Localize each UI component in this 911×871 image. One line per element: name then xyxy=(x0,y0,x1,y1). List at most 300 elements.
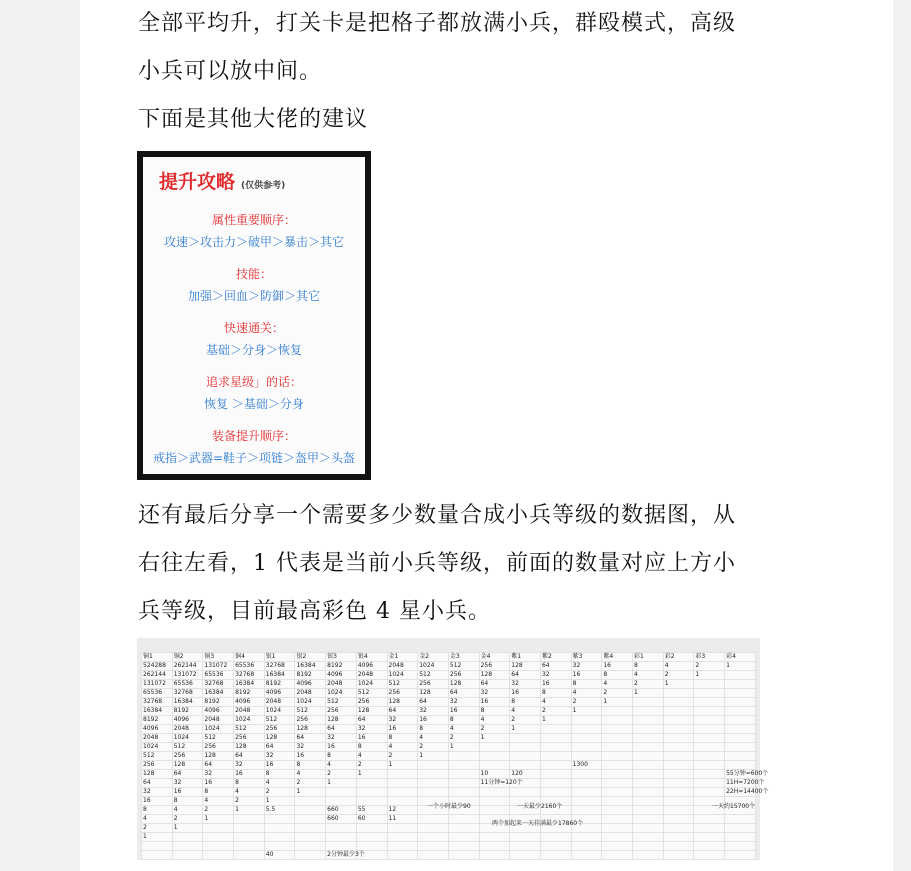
table-cell: 银1 xyxy=(264,653,295,662)
table-row xyxy=(142,698,756,707)
table-cell: 16 xyxy=(602,662,633,671)
table-cell: 1 xyxy=(203,815,234,824)
table-cell xyxy=(387,788,418,797)
table-cell xyxy=(448,761,479,770)
table-cell: 铜4 xyxy=(234,653,265,662)
table-cell: 4 xyxy=(203,797,234,806)
annotation-hour-min: 一个小时最少90 xyxy=(427,803,471,810)
table-cell: 4 xyxy=(295,770,326,779)
table-cell: 2048 xyxy=(234,707,265,716)
table-cell xyxy=(571,743,602,752)
table-cell xyxy=(448,788,479,797)
table-cell: 512 xyxy=(418,671,449,680)
table-cell: 128 xyxy=(295,725,326,734)
table-cell: 64 xyxy=(479,680,510,689)
table-cell xyxy=(633,833,664,842)
table-cell xyxy=(203,851,234,860)
table-cell: 32 xyxy=(510,680,541,689)
table-cell xyxy=(725,725,756,734)
table-cell xyxy=(510,734,541,743)
table-row xyxy=(142,671,756,680)
table-cell xyxy=(356,788,387,797)
table-cell xyxy=(633,743,664,752)
table-cell xyxy=(725,671,756,680)
table-cell: 4 xyxy=(418,734,449,743)
table-cell: 16 xyxy=(571,671,602,680)
table-cell: 2 xyxy=(694,662,725,671)
table-cell: 银3 xyxy=(326,653,357,662)
table-cell: 120 xyxy=(510,770,541,779)
table-cell xyxy=(326,824,357,833)
table-cell: 32 xyxy=(387,716,418,725)
table-cell: 16 xyxy=(142,797,173,806)
table-cell xyxy=(725,743,756,752)
table-cell xyxy=(725,851,756,860)
card-section-quick-clear xyxy=(143,319,365,358)
table-cell: 60 xyxy=(356,815,387,824)
table-row xyxy=(142,770,756,779)
table-cell: 2 xyxy=(295,779,326,788)
section-body: 戒指＞武器=鞋子＞项链＞盔甲＞头盔 xyxy=(152,451,356,465)
table-cell xyxy=(264,824,295,833)
outro-line-1: 还有最后分享一个需要多少数量合成小兵等级的数据图，从 xyxy=(138,503,737,528)
table-cell xyxy=(387,851,418,860)
table-cell: 8192 xyxy=(326,662,357,671)
strategy-image xyxy=(137,151,371,480)
table-cell: 2048 xyxy=(295,689,326,698)
table-cell xyxy=(387,779,418,788)
table-cell: 1024 xyxy=(172,734,203,743)
table-cell: 8 xyxy=(479,707,510,716)
table-cell: 1300 xyxy=(571,761,602,770)
table-cell: 256 xyxy=(418,680,449,689)
table-cell: 1 xyxy=(448,743,479,752)
table-cell xyxy=(448,833,479,842)
table-cell: 4 xyxy=(234,788,265,797)
table-cell: 16 xyxy=(172,788,203,797)
table-cell: 16 xyxy=(479,698,510,707)
table-cell xyxy=(663,833,694,842)
table-cell xyxy=(571,788,602,797)
table-cell xyxy=(295,833,326,842)
table-cell: 金4 xyxy=(479,653,510,662)
table-cell: 256 xyxy=(387,689,418,698)
table-cell xyxy=(602,797,633,806)
table-cell xyxy=(633,806,664,815)
table-cell: 32 xyxy=(540,671,571,680)
table-cell: 2048 xyxy=(356,671,387,680)
table-cell: 8192 xyxy=(172,707,203,716)
table-cell: 128 xyxy=(234,743,265,752)
table-cell: 4 xyxy=(540,698,571,707)
table-cell: 32768 xyxy=(172,689,203,698)
table-cell: 4 xyxy=(571,689,602,698)
table-cell xyxy=(725,761,756,770)
table-cell xyxy=(725,689,756,698)
table-cell: 32 xyxy=(264,752,295,761)
section-body: 基础＞分身＞恢复 xyxy=(205,343,302,357)
table-cell xyxy=(571,833,602,842)
table-cell xyxy=(663,797,694,806)
table-cell xyxy=(571,851,602,860)
table-cell: 16 xyxy=(295,752,326,761)
table-cell xyxy=(663,815,694,824)
table-cell: 1 xyxy=(571,707,602,716)
section-body: 攻速＞攻击力＞破甲＞暴击＞其它 xyxy=(163,235,344,249)
table-cell xyxy=(479,806,510,815)
table-cell: 10 xyxy=(479,770,510,779)
table-cell: 1024 xyxy=(142,743,173,752)
table-cell xyxy=(387,797,418,806)
table-cell: 4 xyxy=(387,743,418,752)
table-cell: 16384 xyxy=(295,662,326,671)
table-cell: 2048 xyxy=(203,716,234,725)
table-cell: 8 xyxy=(295,761,326,770)
table-cell: 16384 xyxy=(264,671,295,680)
intro-line-1: 全部平均升，打关卡是把格子都放满小兵，群殴模式，高级 xyxy=(138,11,737,36)
table-cell xyxy=(663,707,694,716)
table-cell xyxy=(448,815,479,824)
table-cell xyxy=(633,842,664,851)
table-cell: 22H=14400个 xyxy=(726,788,769,795)
table-cell: 铜2 xyxy=(172,653,203,662)
table-cell xyxy=(326,797,357,806)
table-cell xyxy=(663,851,694,860)
table-cell xyxy=(203,842,234,851)
table-cell: 铜3 xyxy=(203,653,234,662)
table-cell xyxy=(418,824,449,833)
table-cell xyxy=(633,716,664,725)
table-cell: 2048 xyxy=(387,662,418,671)
table-cell: 4 xyxy=(356,752,387,761)
table-cell xyxy=(295,815,326,824)
table-cell xyxy=(663,824,694,833)
table-cell: 512 xyxy=(295,707,326,716)
table-cell xyxy=(510,788,541,797)
table-cell: 8192 xyxy=(142,716,173,725)
table-cell xyxy=(663,689,694,698)
table-cell xyxy=(510,842,541,851)
table-cell: 银4 xyxy=(356,653,387,662)
table-cell: 512 xyxy=(172,743,203,752)
table-cell: 2 xyxy=(540,707,571,716)
table-cell: 4 xyxy=(633,671,664,680)
table-cell xyxy=(694,725,725,734)
table-cell xyxy=(172,842,203,851)
table-cell: 1024 xyxy=(356,680,387,689)
table-cell: 64 xyxy=(264,743,295,752)
table-cell xyxy=(172,833,203,842)
table-cell xyxy=(326,788,357,797)
table-cell xyxy=(633,824,664,833)
table-cell: 彩3 xyxy=(694,653,725,662)
table-cell: 40 xyxy=(264,851,295,860)
table-cell xyxy=(694,842,725,851)
table-cell xyxy=(694,851,725,860)
table-cell: 512 xyxy=(448,662,479,671)
table-cell xyxy=(418,833,449,842)
table-cell: 12 xyxy=(387,806,418,815)
table-cell xyxy=(694,707,725,716)
table-cell xyxy=(694,743,725,752)
table-cell xyxy=(540,833,571,842)
table-cell: 紫2 xyxy=(540,653,571,662)
table-cell xyxy=(694,689,725,698)
table-cell: 紫1 xyxy=(510,653,541,662)
table-cell: 32 xyxy=(203,770,234,779)
table-cell: 512 xyxy=(264,716,295,725)
table-cell: 256 xyxy=(448,671,479,680)
table-cell xyxy=(633,788,664,797)
card-section-equipment xyxy=(143,427,365,466)
table-cell: 1 xyxy=(602,698,633,707)
table-cell: 1024 xyxy=(234,716,265,725)
table-row xyxy=(142,725,756,734)
table-cell xyxy=(356,833,387,842)
table-cell xyxy=(633,707,664,716)
table-cell xyxy=(540,725,571,734)
table-cell xyxy=(448,770,479,779)
table-cell xyxy=(694,698,725,707)
table-cell xyxy=(203,824,234,833)
table-cell: 128 xyxy=(326,716,357,725)
table-row xyxy=(142,662,756,671)
outro-line-2: 右往左看，1 代表是当前小兵等级，前面的数量对应上方小 xyxy=(138,551,736,576)
table-cell: 1024 xyxy=(418,662,449,671)
table-cell xyxy=(295,797,326,806)
table-cell: 16 xyxy=(510,689,541,698)
table-cell: 128 xyxy=(448,680,479,689)
strategy-card xyxy=(143,157,365,474)
section-body: 加强＞回血＞防御＞其它 xyxy=(187,289,320,303)
table-cell: 256 xyxy=(172,752,203,761)
table-cell xyxy=(387,842,418,851)
table-cell xyxy=(602,716,633,725)
table-cell xyxy=(663,842,694,851)
table-cell: 64 xyxy=(172,770,203,779)
table-cell xyxy=(234,833,265,842)
table-cell: 4096 xyxy=(234,698,265,707)
table-cell: 8 xyxy=(571,680,602,689)
table-cell: 11 xyxy=(387,815,418,824)
table-cell xyxy=(725,842,756,851)
table-cell xyxy=(725,716,756,725)
table-cell xyxy=(633,815,664,824)
table-cell xyxy=(479,788,510,797)
table-cell: 8 xyxy=(142,806,173,815)
table-cell xyxy=(448,851,479,860)
table-cell: 262144 xyxy=(142,671,173,680)
table-cell: 1 xyxy=(234,806,265,815)
table-cell xyxy=(172,851,203,860)
table-cell xyxy=(540,788,571,797)
document-page xyxy=(80,0,893,871)
table-cell: 1 xyxy=(418,752,449,761)
table-cell xyxy=(510,833,541,842)
table-cell: 128 xyxy=(142,770,173,779)
table-cell: 2分钟最少3个 xyxy=(327,851,365,858)
table-cell: 2 xyxy=(448,734,479,743)
table-row xyxy=(142,824,756,833)
table-cell xyxy=(602,770,633,779)
table-cell: 1024 xyxy=(326,689,357,698)
card-section-stars xyxy=(143,373,365,412)
table-cell xyxy=(663,806,694,815)
table-cell: 64 xyxy=(203,761,234,770)
table-cell: 金3 xyxy=(448,653,479,662)
table-cell: 8192 xyxy=(295,671,326,680)
table-cell xyxy=(633,851,664,860)
table-cell: 256 xyxy=(326,707,357,716)
table-cell: 128 xyxy=(356,707,387,716)
table-cell xyxy=(694,788,725,797)
annotation-day-max: 一天约15700个 xyxy=(712,803,756,810)
table-cell xyxy=(571,797,602,806)
table-cell xyxy=(633,725,664,734)
table-cell: 2 xyxy=(510,716,541,725)
table-cell xyxy=(571,779,602,788)
table-cell xyxy=(295,851,326,860)
table-cell xyxy=(571,770,602,779)
table-cell: 1024 xyxy=(203,725,234,734)
table-cell: 128 xyxy=(418,689,449,698)
table-cell xyxy=(479,752,510,761)
table-cell: 8192 xyxy=(264,680,295,689)
table-cell: 彩2 xyxy=(663,653,694,662)
table-cell: 55分钟=600个 xyxy=(726,770,769,777)
table-cell xyxy=(602,833,633,842)
table-cell: 4096 xyxy=(203,707,234,716)
table-cell: 2 xyxy=(264,788,295,797)
table-cell: 32 xyxy=(571,662,602,671)
table-cell: 256 xyxy=(234,734,265,743)
table-cell: 256 xyxy=(356,698,387,707)
table-cell: 1 xyxy=(663,680,694,689)
table-cell: 2 xyxy=(356,761,387,770)
table-cell: 1 xyxy=(633,689,664,698)
table-cell: 2 xyxy=(571,698,602,707)
table-cell xyxy=(725,707,756,716)
table-cell: 16 xyxy=(387,725,418,734)
table-cell: 512 xyxy=(356,689,387,698)
table-cell: 131072 xyxy=(142,680,173,689)
table-cell xyxy=(356,824,387,833)
table-cell: 4 xyxy=(448,725,479,734)
table-cell: 8 xyxy=(633,662,664,671)
table-cell: 1 xyxy=(540,716,571,725)
table-cell: 4096 xyxy=(326,671,357,680)
table-cell xyxy=(448,842,479,851)
table-cell: 2 xyxy=(234,797,265,806)
table-row xyxy=(142,779,756,788)
table-cell xyxy=(540,734,571,743)
table-cell xyxy=(602,779,633,788)
table-cell xyxy=(234,842,265,851)
table-cell xyxy=(234,851,265,860)
table-cell: 2 xyxy=(633,680,664,689)
table-cell xyxy=(571,716,602,725)
table-cell: 8 xyxy=(326,752,357,761)
table-cell: 128 xyxy=(479,671,510,680)
table-row xyxy=(142,680,756,689)
table-cell: 524288 xyxy=(142,662,173,671)
table-cell xyxy=(540,761,571,770)
table-cell xyxy=(602,824,633,833)
table-cell xyxy=(663,779,694,788)
table-cell xyxy=(203,833,234,842)
table-cell: 铜1 xyxy=(142,653,173,662)
table-cell: 4096 xyxy=(142,725,173,734)
table-cell: 1024 xyxy=(264,707,295,716)
section-heading: 属性重要顺序： xyxy=(211,213,296,227)
outro-line-3: 兵等级，目前最高彩色 4 星小兵。 xyxy=(138,599,491,624)
card-title xyxy=(159,167,285,194)
table-cell xyxy=(602,806,633,815)
intro-line-2: 小兵可以放中间。 xyxy=(138,59,323,84)
table-cell: 64 xyxy=(510,671,541,680)
table-cell: 64 xyxy=(540,662,571,671)
table-cell: 32768 xyxy=(203,680,234,689)
table-cell: 金2 xyxy=(418,653,449,662)
table-cell: 16384 xyxy=(142,707,173,716)
intro-paragraph xyxy=(138,0,778,144)
table-cell xyxy=(510,761,541,770)
table-cell xyxy=(387,833,418,842)
table-cell xyxy=(602,761,633,770)
table-cell xyxy=(234,824,265,833)
table-cell xyxy=(295,824,326,833)
table-cell: 16 xyxy=(234,770,265,779)
table-cell xyxy=(295,842,326,851)
annotation-day-min: 一天最少2160个 xyxy=(517,803,563,810)
table-cell xyxy=(633,779,664,788)
table-cell: 4096 xyxy=(172,716,203,725)
table-cell: 64 xyxy=(234,752,265,761)
table-cell: 64 xyxy=(356,716,387,725)
table-cell xyxy=(633,797,664,806)
table-cell xyxy=(633,770,664,779)
table-cell: 8 xyxy=(264,770,295,779)
table-cell: 512 xyxy=(387,680,418,689)
merge-data-spreadsheet xyxy=(137,638,769,860)
table-cell: 660 xyxy=(326,815,357,824)
table-cell xyxy=(571,842,602,851)
table-cell: 2 xyxy=(663,671,694,680)
table-cell: 1 xyxy=(326,779,357,788)
table-cell: 128 xyxy=(510,662,541,671)
table-cell xyxy=(663,788,694,797)
table-cell: 128 xyxy=(203,752,234,761)
table-cell: 55 xyxy=(356,806,387,815)
table-cell: 8 xyxy=(418,725,449,734)
table-cell: 5.5 xyxy=(264,806,295,815)
table-cell: 262144 xyxy=(172,662,203,671)
table-cell xyxy=(694,680,725,689)
table-cell xyxy=(479,833,510,842)
table-cell: 32 xyxy=(326,734,357,743)
table-cell: 4 xyxy=(264,779,295,788)
table-cell: 1 xyxy=(694,671,725,680)
table-cell xyxy=(540,770,571,779)
table-cell xyxy=(479,842,510,851)
table-cell xyxy=(571,725,602,734)
table-cell: 32 xyxy=(418,707,449,716)
table-cell: 131072 xyxy=(172,671,203,680)
table-cell: 1 xyxy=(295,788,326,797)
table-cell: 64 xyxy=(418,698,449,707)
table-cell xyxy=(694,815,725,824)
table-cell xyxy=(479,851,510,860)
